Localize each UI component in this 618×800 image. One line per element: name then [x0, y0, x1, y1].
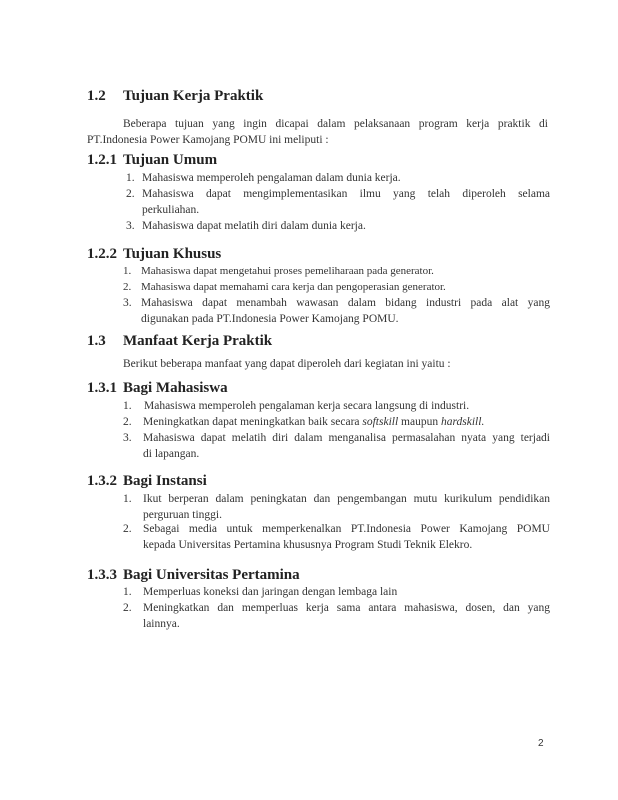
paragraph-line: Beberapa tujuan yang ingin dicapai dalam pelaksanaan program kerja praktik di [123, 118, 548, 130]
list-number: 2. [123, 416, 132, 428]
list-item [126, 170, 550, 186]
heading-number: 1.2.1 [87, 152, 117, 168]
list-number: 1. [123, 265, 132, 277]
paragraph-line: PT.Indonesia Power Kamojang POMU ini meliputi : [87, 134, 329, 146]
list-item [126, 186, 550, 218]
heading-1-2-2 [87, 246, 221, 263]
list-text-emphasis: hardskill. [440, 416, 485, 428]
list-text: digunakan pada PT.Indonesia Power Kamojang POMU. [141, 313, 399, 325]
list-number: 3. [123, 432, 132, 444]
list-text: lainnya. [143, 618, 180, 630]
heading-title: Manfaat Kerja Praktik [123, 333, 273, 349]
heading-number: 1.3.3 [87, 567, 117, 583]
list-item [123, 430, 550, 462]
list-item [123, 491, 550, 523]
heading-number: 1.3.1 [87, 380, 117, 396]
paragraph-line: Berikut beberapa manfaat yang dapat diperoleh dari kegiatan ini yaitu : [123, 358, 451, 370]
list-text: Mahasiswa dapat menambah wawasan dalam bidang industri pada alat yang [141, 297, 550, 309]
list-item [126, 218, 550, 234]
heading-1-3 [87, 333, 272, 350]
heading-title: Bagi Instansi [123, 473, 207, 489]
list-item [123, 414, 550, 430]
list-number: 2. [123, 602, 132, 614]
list-number: 1. [126, 172, 135, 184]
list-text: di lapangan. [143, 448, 200, 460]
heading-number: 1.2.2 [87, 246, 117, 262]
list-text [143, 414, 484, 430]
list-text-part: maupun [398, 416, 441, 428]
heading-title: Tujuan Kerja Praktik [123, 88, 264, 104]
list-number: 1. [123, 586, 132, 598]
page-number: 2 [538, 738, 544, 749]
heading-1-3-2 [87, 473, 207, 490]
heading-number: 1.3.2 [87, 473, 117, 489]
list-number: 1. [123, 400, 132, 412]
list-text: Mahasiswa dapat memahami cara kerja dan pengoperasian generator. [141, 281, 446, 293]
list-text: Ikut berperan dalam peningkatan dan pengembangan mutu kurikulum pendidikan [143, 493, 550, 505]
heading-title: Tujuan Umum [123, 152, 218, 168]
list-item [123, 521, 550, 553]
list-item [123, 584, 550, 600]
heading-title: Bagi Mahasiswa [123, 380, 228, 396]
heading-1-2-1 [87, 152, 217, 169]
heading-1-2 [87, 88, 263, 105]
list-number: 3. [123, 297, 132, 309]
list-text: Mahasiswa memperoleh pengalaman dalam dunia kerja. [142, 172, 401, 184]
list-number: 2. [123, 281, 132, 293]
list-text: Memperluas koneksi dan jaringan dengan lembaga lain [143, 586, 398, 598]
list-text-emphasis: softskill [362, 416, 399, 428]
heading-title: Tujuan Khusus [123, 246, 222, 262]
list-text: perguruan tinggi. [143, 509, 222, 521]
list-number: 2. [126, 188, 135, 200]
list-text: perkuliahan. [142, 204, 200, 216]
list-text: Mahasiswa dapat mengimplementasikan ilmu yang telah diperoleh selama [142, 188, 550, 200]
list-item [123, 295, 550, 327]
heading-number: 1.2 [87, 88, 106, 104]
list-number: 1. [123, 493, 132, 505]
list-item [123, 398, 550, 414]
list-text: Mahasiswa dapat melatih diri dalam menganalisa permasalahan nyata yang terjadi [143, 432, 550, 444]
list-text: Mahasiswa dapat mengetahui proses pemeliharaan pada generator. [141, 265, 434, 277]
list-text: Sebagai media untuk memperkenalkan PT.Indonesia Power Kamojang POMU [143, 523, 550, 535]
heading-1-3-1 [87, 380, 228, 397]
list-item [123, 263, 550, 279]
list-number: 2. [123, 523, 132, 535]
list-text: kepada Universitas Pertamina khususnya Program Studi Teknik Elekro. [143, 539, 473, 551]
list-number: 3. [126, 220, 135, 232]
heading-1-3-3 [87, 567, 300, 584]
heading-number: 1.3 [87, 333, 106, 349]
list-item [123, 600, 550, 632]
list-text-part: Meningkatkan dapat meningkatkan baik secara [143, 416, 363, 428]
heading-title: Bagi Universitas Pertamina [123, 567, 300, 583]
list-item [123, 279, 550, 295]
list-text: Mahasiswa dapat melatih diri dalam dunia kerja. [142, 220, 366, 232]
list-text: Meningkatkan dan memperluas kerja sama antara mahasiswa, dosen, dan yang [143, 602, 550, 614]
list-text: Mahasiswa memperoleh pengalaman kerja secara langsung di industri. [144, 400, 470, 412]
